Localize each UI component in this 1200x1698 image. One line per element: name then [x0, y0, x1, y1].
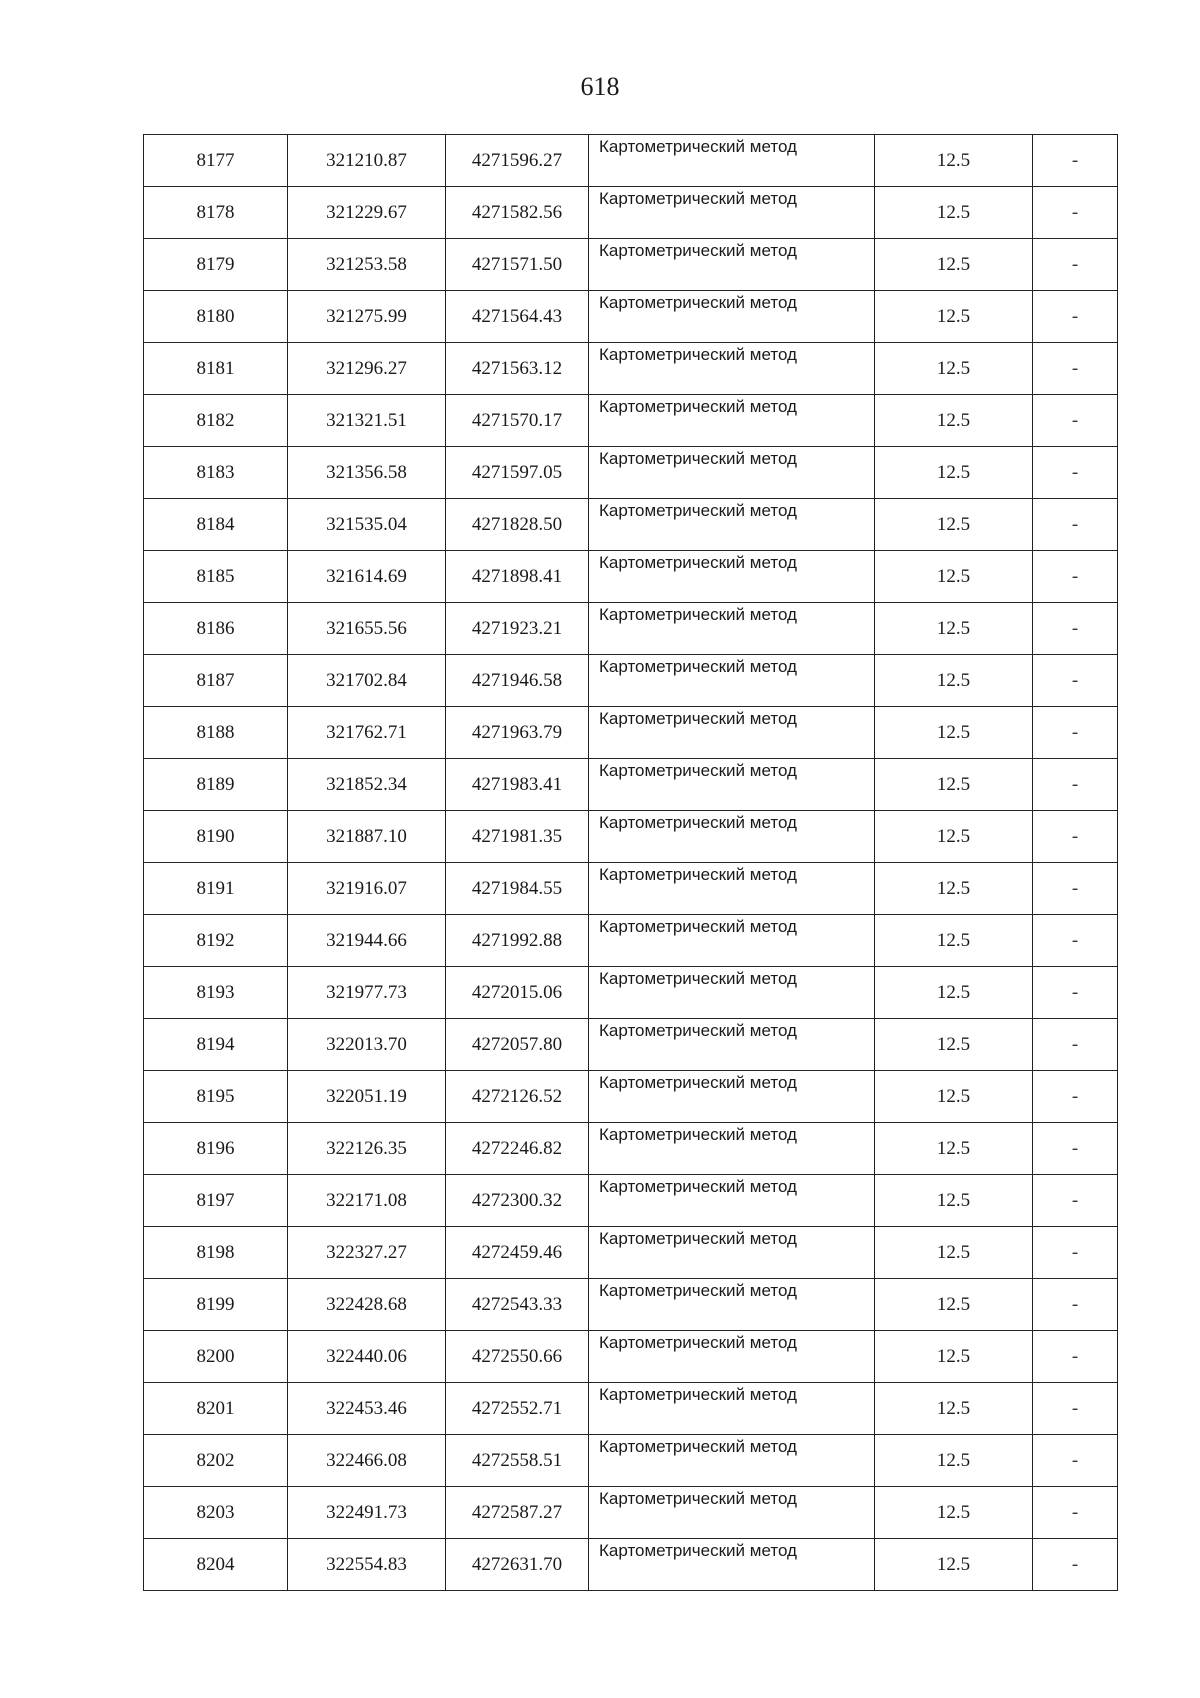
point-number-cell: 8203: [144, 1487, 288, 1539]
precision-cell: 12.5: [875, 655, 1033, 707]
note-cell: -: [1033, 915, 1118, 967]
method-cell: Картометрический метод: [589, 863, 875, 915]
y-coordinate-cell: 4271963.79: [446, 707, 589, 759]
precision-cell: 12.5: [875, 863, 1033, 915]
note-cell: -: [1033, 1383, 1118, 1435]
note-cell: -: [1033, 1227, 1118, 1279]
y-coordinate-cell: 4271563.12: [446, 343, 589, 395]
x-coordinate-cell: 321614.69: [288, 551, 446, 603]
y-coordinate-cell: 4272015.06: [446, 967, 589, 1019]
method-cell: Картометрический метод: [589, 1487, 875, 1539]
table-row: [144, 291, 1118, 343]
precision-cell: 12.5: [875, 395, 1033, 447]
point-number-cell: 8200: [144, 1331, 288, 1383]
method-cell: Картометрический метод: [589, 1279, 875, 1331]
precision-cell: 12.5: [875, 707, 1033, 759]
y-coordinate-cell: 4272552.71: [446, 1383, 589, 1435]
method-cell: Картометрический метод: [589, 707, 875, 759]
precision-cell: 12.5: [875, 239, 1033, 291]
table-row: [144, 1331, 1118, 1383]
x-coordinate-cell: 321916.07: [288, 863, 446, 915]
y-coordinate-cell: 4271570.17: [446, 395, 589, 447]
point-number-cell: 8204: [144, 1539, 288, 1591]
x-coordinate-cell: 322013.70: [288, 1019, 446, 1071]
y-coordinate-cell: 4272587.27: [446, 1487, 589, 1539]
point-number-cell: 8202: [144, 1435, 288, 1487]
note-cell: -: [1033, 1331, 1118, 1383]
table-row: [144, 1279, 1118, 1331]
table-row: [144, 655, 1118, 707]
point-number-cell: 8195: [144, 1071, 288, 1123]
coordinates-table-body: [144, 135, 1118, 1591]
x-coordinate-cell: 321210.87: [288, 135, 446, 187]
x-coordinate-cell: 321229.67: [288, 187, 446, 239]
y-coordinate-cell: 4271923.21: [446, 603, 589, 655]
note-cell: -: [1033, 499, 1118, 551]
y-coordinate-cell: 4271898.41: [446, 551, 589, 603]
x-coordinate-cell: 321356.58: [288, 447, 446, 499]
y-coordinate-cell: 4271571.50: [446, 239, 589, 291]
point-number-cell: 8186: [144, 603, 288, 655]
y-coordinate-cell: 4271984.55: [446, 863, 589, 915]
point-number-cell: 8187: [144, 655, 288, 707]
method-cell: Картометрический метод: [589, 1383, 875, 1435]
y-coordinate-cell: 4272558.51: [446, 1435, 589, 1487]
x-coordinate-cell: 321702.84: [288, 655, 446, 707]
x-coordinate-cell: 321852.34: [288, 759, 446, 811]
precision-cell: 12.5: [875, 1175, 1033, 1227]
point-number-cell: 8190: [144, 811, 288, 863]
note-cell: -: [1033, 1539, 1118, 1591]
table-row: [144, 707, 1118, 759]
point-number-cell: 8193: [144, 967, 288, 1019]
method-cell: Картометрический метод: [589, 603, 875, 655]
x-coordinate-cell: 321655.56: [288, 603, 446, 655]
table-row: [144, 551, 1118, 603]
note-cell: -: [1033, 967, 1118, 1019]
y-coordinate-cell: 4272126.52: [446, 1071, 589, 1123]
x-coordinate-cell: 321535.04: [288, 499, 446, 551]
method-cell: Картометрический метод: [589, 1227, 875, 1279]
x-coordinate-cell: 321321.51: [288, 395, 446, 447]
point-number-cell: 8184: [144, 499, 288, 551]
point-number-cell: 8198: [144, 1227, 288, 1279]
table-row: [144, 967, 1118, 1019]
note-cell: -: [1033, 655, 1118, 707]
note-cell: -: [1033, 863, 1118, 915]
note-cell: -: [1033, 1175, 1118, 1227]
x-coordinate-cell: 322327.27: [288, 1227, 446, 1279]
method-cell: Картометрический метод: [589, 1071, 875, 1123]
table-row: [144, 811, 1118, 863]
table-row: [144, 1071, 1118, 1123]
point-number-cell: 8185: [144, 551, 288, 603]
x-coordinate-cell: 322440.06: [288, 1331, 446, 1383]
precision-cell: 12.5: [875, 1279, 1033, 1331]
table-row: [144, 447, 1118, 499]
x-coordinate-cell: 322428.68: [288, 1279, 446, 1331]
table-row: [144, 1539, 1118, 1591]
x-coordinate-cell: 321253.58: [288, 239, 446, 291]
y-coordinate-cell: 4271981.35: [446, 811, 589, 863]
method-cell: Картометрический метод: [589, 1123, 875, 1175]
method-cell: Картометрический метод: [589, 967, 875, 1019]
page-number: 618: [580, 72, 620, 101]
note-cell: -: [1033, 1071, 1118, 1123]
y-coordinate-cell: 4271946.58: [446, 655, 589, 707]
point-number-cell: 8192: [144, 915, 288, 967]
y-coordinate-cell: 4271983.41: [446, 759, 589, 811]
note-cell: -: [1033, 1019, 1118, 1071]
point-number-cell: 8183: [144, 447, 288, 499]
precision-cell: 12.5: [875, 1019, 1033, 1071]
x-coordinate-cell: 322466.08: [288, 1435, 446, 1487]
x-coordinate-cell: 322453.46: [288, 1383, 446, 1435]
note-cell: -: [1033, 707, 1118, 759]
y-coordinate-cell: 4272246.82: [446, 1123, 589, 1175]
method-cell: Картометрический метод: [589, 1175, 875, 1227]
note-cell: -: [1033, 1279, 1118, 1331]
precision-cell: 12.5: [875, 1227, 1033, 1279]
precision-cell: 12.5: [875, 1435, 1033, 1487]
method-cell: Картометрический метод: [589, 343, 875, 395]
y-coordinate-cell: 4272550.66: [446, 1331, 589, 1383]
point-number-cell: 8178: [144, 187, 288, 239]
point-number-cell: 8179: [144, 239, 288, 291]
point-number-cell: 8196: [144, 1123, 288, 1175]
precision-cell: 12.5: [875, 967, 1033, 1019]
y-coordinate-cell: 4272057.80: [446, 1019, 589, 1071]
table-row: [144, 187, 1118, 239]
precision-cell: 12.5: [875, 187, 1033, 239]
x-coordinate-cell: 322491.73: [288, 1487, 446, 1539]
note-cell: -: [1033, 551, 1118, 603]
y-coordinate-cell: 4271828.50: [446, 499, 589, 551]
table-row: [144, 863, 1118, 915]
x-coordinate-cell: 321275.99: [288, 291, 446, 343]
table-row: [144, 1383, 1118, 1435]
table-row: [144, 343, 1118, 395]
table-row: [144, 135, 1118, 187]
y-coordinate-cell: 4271596.27: [446, 135, 589, 187]
point-number-cell: 8199: [144, 1279, 288, 1331]
y-coordinate-cell: 4271597.05: [446, 447, 589, 499]
y-coordinate-cell: 4272631.70: [446, 1539, 589, 1591]
y-coordinate-cell: 4271582.56: [446, 187, 589, 239]
x-coordinate-cell: 322554.83: [288, 1539, 446, 1591]
x-coordinate-cell: 321977.73: [288, 967, 446, 1019]
note-cell: -: [1033, 603, 1118, 655]
precision-cell: 12.5: [875, 291, 1033, 343]
precision-cell: 12.5: [875, 1071, 1033, 1123]
y-coordinate-cell: 4271564.43: [446, 291, 589, 343]
method-cell: Картометрический метод: [589, 187, 875, 239]
y-coordinate-cell: 4271992.88: [446, 915, 589, 967]
x-coordinate-cell: 321944.66: [288, 915, 446, 967]
method-cell: Картометрический метод: [589, 291, 875, 343]
table-row: [144, 239, 1118, 291]
point-number-cell: 8182: [144, 395, 288, 447]
precision-cell: 12.5: [875, 811, 1033, 863]
method-cell: Картометрический метод: [589, 1331, 875, 1383]
x-coordinate-cell: 321296.27: [288, 343, 446, 395]
method-cell: Картометрический метод: [589, 499, 875, 551]
x-coordinate-cell: 321762.71: [288, 707, 446, 759]
method-cell: Картометрический метод: [589, 915, 875, 967]
x-coordinate-cell: 321887.10: [288, 811, 446, 863]
note-cell: -: [1033, 343, 1118, 395]
precision-cell: 12.5: [875, 447, 1033, 499]
precision-cell: 12.5: [875, 759, 1033, 811]
method-cell: Картометрический метод: [589, 551, 875, 603]
method-cell: Картометрический метод: [589, 1019, 875, 1071]
method-cell: Картометрический метод: [589, 135, 875, 187]
x-coordinate-cell: 322051.19: [288, 1071, 446, 1123]
y-coordinate-cell: 4272543.33: [446, 1279, 589, 1331]
note-cell: -: [1033, 291, 1118, 343]
table-row: [144, 603, 1118, 655]
note-cell: -: [1033, 1435, 1118, 1487]
point-number-cell: 8180: [144, 291, 288, 343]
method-cell: Картометрический метод: [589, 1435, 875, 1487]
table-row: [144, 499, 1118, 551]
point-number-cell: 8191: [144, 863, 288, 915]
point-number-cell: 8177: [144, 135, 288, 187]
precision-cell: 12.5: [875, 915, 1033, 967]
method-cell: Картометрический метод: [589, 1539, 875, 1591]
point-number-cell: 8189: [144, 759, 288, 811]
note-cell: -: [1033, 187, 1118, 239]
precision-cell: 12.5: [875, 343, 1033, 395]
note-cell: -: [1033, 135, 1118, 187]
point-number-cell: 8201: [144, 1383, 288, 1435]
precision-cell: 12.5: [875, 1539, 1033, 1591]
table-row: [144, 1487, 1118, 1539]
note-cell: -: [1033, 759, 1118, 811]
table-row: [144, 1123, 1118, 1175]
precision-cell: 12.5: [875, 1331, 1033, 1383]
note-cell: -: [1033, 239, 1118, 291]
method-cell: Картометрический метод: [589, 655, 875, 707]
table-row: [144, 1435, 1118, 1487]
point-number-cell: 8181: [144, 343, 288, 395]
precision-cell: 12.5: [875, 603, 1033, 655]
table-row: [144, 1227, 1118, 1279]
table-row: [144, 915, 1118, 967]
precision-cell: 12.5: [875, 551, 1033, 603]
table-row: [144, 395, 1118, 447]
precision-cell: 12.5: [875, 135, 1033, 187]
x-coordinate-cell: 322126.35: [288, 1123, 446, 1175]
precision-cell: 12.5: [875, 1383, 1033, 1435]
method-cell: Картометрический метод: [589, 395, 875, 447]
method-cell: Картометрический метод: [589, 447, 875, 499]
y-coordinate-cell: 4272459.46: [446, 1227, 589, 1279]
method-cell: Картометрический метод: [589, 239, 875, 291]
table-row: [144, 759, 1118, 811]
precision-cell: 12.5: [875, 1123, 1033, 1175]
note-cell: -: [1033, 811, 1118, 863]
table-row: [144, 1175, 1118, 1227]
point-number-cell: 8197: [144, 1175, 288, 1227]
point-number-cell: 8194: [144, 1019, 288, 1071]
note-cell: -: [1033, 1487, 1118, 1539]
method-cell: Картометрический метод: [589, 811, 875, 863]
y-coordinate-cell: 4272300.32: [446, 1175, 589, 1227]
table-row: [144, 1019, 1118, 1071]
precision-cell: 12.5: [875, 499, 1033, 551]
precision-cell: 12.5: [875, 1487, 1033, 1539]
coordinates-table: [143, 134, 1118, 1591]
note-cell: -: [1033, 395, 1118, 447]
method-cell: Картометрический метод: [589, 759, 875, 811]
x-coordinate-cell: 322171.08: [288, 1175, 446, 1227]
point-number-cell: 8188: [144, 707, 288, 759]
note-cell: -: [1033, 447, 1118, 499]
note-cell: -: [1033, 1123, 1118, 1175]
